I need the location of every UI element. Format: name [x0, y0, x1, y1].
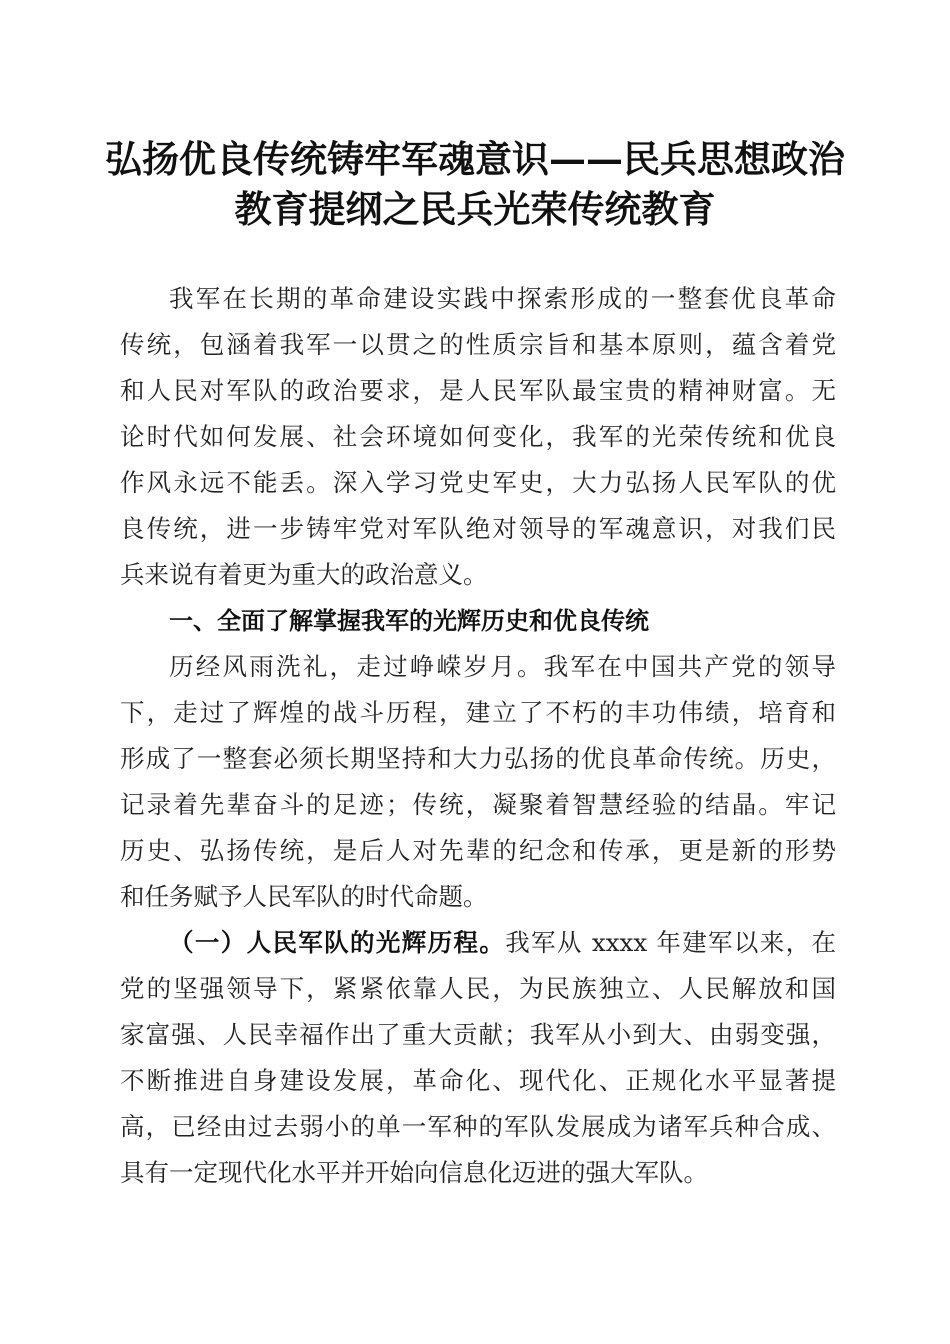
document-body: [120, 276, 836, 1196]
text-line: 具有一定现代化水平并开始向信息化迈进的强大军队。: [120, 1158, 708, 1187]
text-line: 良传统，进一步铸牢党对军队绝对领导的军魂意识，对我们民: [120, 514, 836, 543]
paragraph-history: [120, 644, 836, 920]
paragraph-intro: [120, 276, 836, 598]
text-line: 形成了一整套必须长期坚持和大力弘扬的优良革命传统。历史，: [120, 744, 836, 773]
text-line: 历史、弘扬传统，是后人对先辈的纪念和传承，更是新的形势: [120, 836, 836, 865]
text-line: 下，走过了辉煌的战斗历程，建立了不朽的丰功伟绩，培育和: [120, 698, 836, 727]
subsection-lead: （一）人民军队的光辉历程。: [169, 928, 506, 957]
text-line: 高，已经由过去弱小的单一军种的军队发展成为诸军兵种合成、: [120, 1112, 836, 1141]
text-line: 论时代如何发展、社会环境如何变化，我军的光荣传统和优良: [120, 422, 836, 451]
text-span: 我军从 xxxx 年建军以来，在: [505, 928, 836, 957]
text-line: 党的坚强领导下，紧紧依靠人民，为民族独立、人民解放和国: [120, 974, 836, 1003]
paragraph-glorious-course: [120, 920, 836, 1196]
text-line: 不断推进自身建设发展，革命化、现代化、正规化水平显著提: [120, 1066, 836, 1095]
document-title-line-1: 弘扬优良传统铸牢军魂意识——民兵思想政治: [105, 137, 845, 181]
text-line: 家富强、人民幸福作出了重大贡献；我军从小到大、由弱变强，: [120, 1020, 836, 1049]
text-line: 和任务赋予人民军队的时代命题。: [120, 882, 488, 911]
text-line: 传统，包涵着我军一以贯之的性质宗旨和基本原则，蕴含着党: [120, 330, 836, 359]
text-line: 记录着先辈奋斗的足迹；传统，凝聚着智慧经验的结晶。牢记: [120, 790, 836, 819]
section-heading: 一、全面了解掌握我军的光辉历史和优良传统: [169, 607, 649, 635]
text-line: 和人民对军队的政治要求，是人民军队最宝贵的精神财富。无: [120, 376, 836, 405]
text-line: 历经风雨洗礼，走过峥嵘岁月。我军在中国共产党的领导: [169, 652, 836, 681]
document-title-line-2: 教育提纲之民兵光荣传统教育: [234, 187, 716, 231]
text-line: 我军在长期的革命建设实践中探索形成的一整套优良革命: [169, 284, 836, 313]
text-line: 兵来说有着更为重大的政治意义。: [120, 560, 488, 589]
text-line: [120, 920, 836, 966]
text-line: 作风永远不能丢。深入学习党史军史，大力弘扬人民军队的优: [120, 468, 836, 497]
